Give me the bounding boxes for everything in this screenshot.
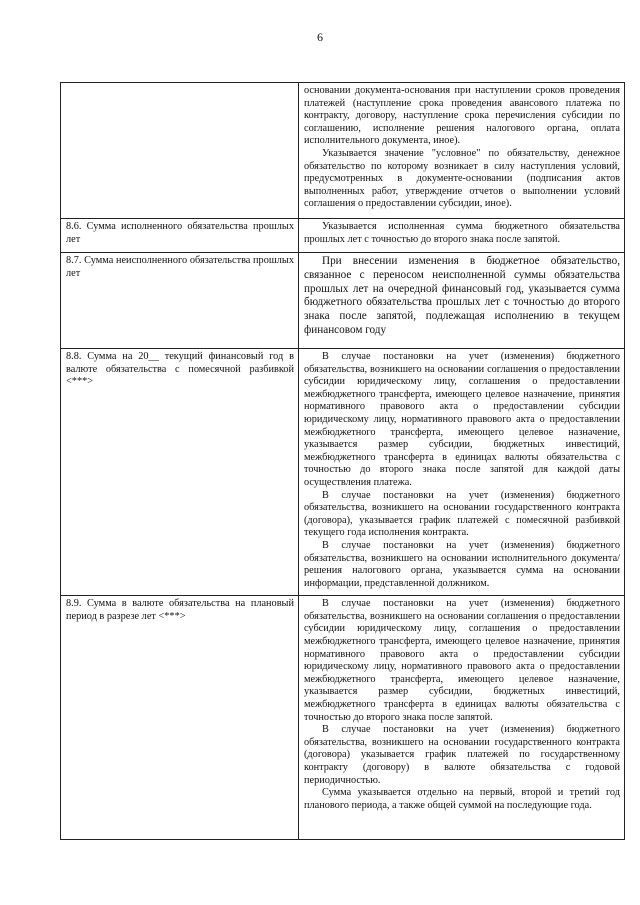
description-paragraph: При внесении изменения в бюджетное обязательство, связанное с переносом неисполненной суммы обязательства прошлых лет на очередной финансовый год, указывается сумма бюджетного обязательства прошлых лет с точностью до второго знака после запятой, подлежащая исполнению в текущем финансовом году [304, 255, 620, 336]
field-name-cell [61, 349, 299, 596]
field-description-cell [299, 596, 625, 840]
field-description-cell [299, 219, 625, 253]
field-name: 8.9. Сумма в валюте обязательства на плановый период в разрезе лет <***> [66, 598, 294, 622]
table-row [61, 83, 625, 219]
field-description-cell [299, 349, 625, 596]
description-paragraph: В случае постановки на учет (изменения) бюджетного обязательства, возникшего на основании соглашения о предоставлении субсидии юридическому лицу, соглашения о предоставлении межбюджетного трансферта, имеющего целевое назначение, принятия нормативного правового акта о предоставлении субсидии юридическому лицу, нормативного правового акта о предоставлении межбюджетного трансферта, имеющего целевое назначение, указывается размер субсидии, бюджетных инвестиций, межбюджетного трансферта в единицах валюты обязательства с точностью до второго знака после запятой для каждой даты осуществления платежа. [304, 351, 620, 488]
field-name-cell [61, 253, 299, 349]
field-name: 8.6. Сумма исполненного обязательства прошлых лет [66, 221, 294, 245]
description-paragraph: Указывается исполненная сумма бюджетного обязательства прошлых лет с точностью до второго знака после запятой. [304, 221, 620, 245]
field-name-cell [61, 83, 299, 219]
field-name: 8.7. Сумма неисполненного обязательства прошлых лет [66, 255, 294, 279]
field-description-cell [299, 83, 625, 219]
table-row [61, 253, 625, 349]
description-paragraph: основании документа-основания при наступлении сроков проведения платежей (наступление срока проведения авансового платежа по контракту, договору, наступление срока перечисления субсидии по соглашению, исполнение решения налогового органа, оплата исполнительного документа, иное). [304, 85, 620, 147]
description-paragraph: В случае постановки на учет (изменения) бюджетного обязательства, возникшего на основании государственного контракта (договора) указывается график платежей по государственному контракту (договору) в валюте обязательства с годовой периодичностью. [304, 724, 620, 786]
table-row [61, 219, 625, 253]
description-paragraph: Указывается значение "условное" по обязательству, денежное обязательство по которому возникает в силу наступления условий, предусмотренных в документе-основании (подписания актов выполненных работ, утверждение отчетов о выполнении условий соглашения о предоставлении субсидии, иное). [304, 147, 620, 210]
field-name-cell [61, 219, 299, 253]
description-paragraph: Сумма указывается отдельно на первый, второй и третий год планового периода, а также общей суммой на последующие года. [304, 787, 620, 811]
description-paragraph: В случае постановки на учет (изменения) бюджетного обязательства, возникшего на основании соглашения о предоставлении субсидии юридическому лицу, соглашения о предоставлении межбюджетного трансферта, имеющего целевое назначение, принятия нормативного правового акта о предоставлении субсидии юридическому лицу, нормативного правового акта о предоставлении межбюджетного трансферта, имеющего целевое назначение, указывается размер субсидии, бюджетных инвестиций, межбюджетного трансферта в единицах валюты обязательства с точностью до второго знака после запятой. [304, 598, 620, 723]
table-row [61, 596, 625, 840]
page-number: 6 [317, 30, 323, 44]
description-paragraph: В случае постановки на учет (изменения) бюджетного обязательства, возникшего на основании исполнительного документа/решения налогового органа, указывается сумма на основании информации, представленной должником. [304, 539, 620, 589]
field-name-cell [61, 596, 299, 840]
description-paragraph: В случае постановки на учет (изменения) бюджетного обязательства, возникшего на основании государственного контракта (договора), указывается график платежей с помесячной разбивкой текущего года исполнения контракта. [304, 489, 620, 539]
field-description-cell [299, 253, 625, 349]
field-name: 8.8. Сумма на 20__ текущий финансовый год в валюте обязательства с помесячной разбивкой <***> [66, 351, 294, 388]
table-row [61, 349, 625, 596]
requirements-table [60, 82, 625, 840]
